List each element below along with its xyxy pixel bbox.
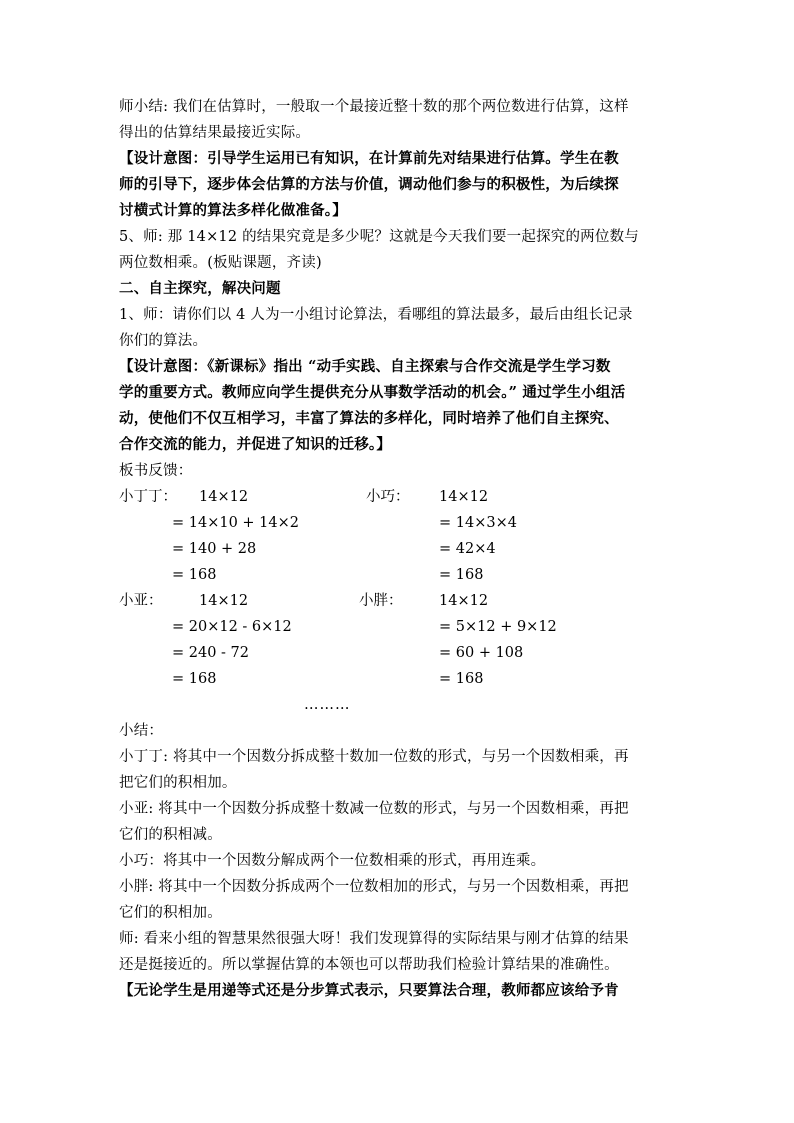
text-line: 学的重要方式。教师应向学生提供充分从事数学活动的机会。” 通过学生小组活 bbox=[119, 384, 626, 401]
calc-row bbox=[119, 510, 679, 536]
student-name: 小胖： bbox=[359, 593, 403, 609]
text-line: 它们的积相减。 bbox=[119, 827, 222, 843]
text-line: 你们的算法。 bbox=[119, 333, 208, 349]
board-calculations bbox=[119, 484, 679, 692]
text-line: 小胖: 将其中一个因数分拆成两个一位数相加的形式，与另一个因数相乘，再把 bbox=[119, 879, 629, 895]
text-line: 1、师：请你们以 4 人为一小组讨论算法，看哪组的算法最多，最后由组长记录 bbox=[119, 307, 633, 323]
text-line: 小结： bbox=[119, 723, 164, 739]
text-line: 小丁丁: 将其中一个因数分拆成整十数加一位数的形式，与另一个因数相乘，再 bbox=[119, 749, 629, 765]
calc-expression: = 168 bbox=[172, 567, 217, 583]
text-block-bottom bbox=[119, 718, 679, 1004]
calc-expression: 14×12 bbox=[199, 593, 249, 609]
calc-expression: = 60 + 108 bbox=[439, 645, 524, 661]
calc-row bbox=[119, 484, 679, 510]
text-line: 【设计意图：《新课标》指出 “动手实践、自主探索与合作交流是学生学习数 bbox=[119, 358, 611, 375]
text-line: 动，使他们不仅互相学习，丰富了算法的多样化，同时培养了他们自主探究、 bbox=[119, 410, 619, 427]
text-line: 把它们的积相加。 bbox=[119, 775, 237, 791]
calc-expression: = 42×4 bbox=[439, 541, 496, 557]
student-name: 小巧： bbox=[366, 489, 410, 505]
calc-row bbox=[119, 640, 679, 666]
calc-expression: 14×12 bbox=[439, 489, 489, 505]
text-line: 5、师: 那 14×12 的结果究竟是多少呢？这就是今天我们要一起探究的两位数与 bbox=[119, 229, 639, 245]
calc-expression: = 168 bbox=[439, 567, 484, 583]
calc-row bbox=[119, 614, 679, 640]
text-line: 师的引导下，逐步体会估算的方法与价值，调动他们参与的积极性，为后续探 bbox=[119, 176, 619, 193]
calc-expression: = 20×12 - 6×12 bbox=[172, 619, 292, 635]
text-line: 小亚: 将其中一个因数分拆成整十数减一位数的形式，与另一个因数相乘，再把 bbox=[119, 801, 629, 817]
text-line: 讨横式计算的算法多样化做准备。】 bbox=[119, 202, 347, 219]
text-line: 得出的估算结果最接近实际。 bbox=[119, 125, 311, 141]
student-name: 小亚： bbox=[119, 593, 163, 609]
calc-row bbox=[119, 562, 679, 588]
text-line: 【设计意图：引导学生运用已有知识，在计算前先对结果进行估算。学生在教 bbox=[119, 150, 619, 167]
text-line: 还是挺接近的。所以掌握估算的本领也可以帮助我们检验计算结果的准确性。 bbox=[119, 957, 619, 973]
calc-expression: = 140 + 28 bbox=[172, 541, 257, 557]
calc-expression: = 5×12 + 9×12 bbox=[439, 619, 557, 635]
calc-row bbox=[119, 588, 679, 614]
text-line: 师: 看来小组的智慧果然很强大呀！我们发现算得的实际结果与刚才估算的结果 bbox=[119, 931, 629, 947]
calc-expression: = 168 bbox=[172, 671, 217, 687]
calc-expression: = 14×3×4 bbox=[439, 515, 517, 531]
calc-row bbox=[119, 536, 679, 562]
calc-expression: 14×12 bbox=[439, 593, 489, 609]
ellipsis: ……… bbox=[304, 697, 351, 713]
text-line: 二、自主探究，解决问题 bbox=[119, 280, 281, 297]
text-line: 师小结: 我们在估算时，一般取一个最接近整十数的那个两位数进行估算，这样 bbox=[119, 99, 629, 115]
text-line: 它们的积相加。 bbox=[119, 905, 222, 921]
calc-expression: = 168 bbox=[439, 671, 484, 687]
calc-expression: 14×12 bbox=[199, 489, 249, 505]
calc-expression: = 14×10 + 14×2 bbox=[172, 515, 300, 531]
document-page bbox=[119, 94, 679, 1004]
text-line: 小巧：将其中一个因数分解成两个一位数相乘的形式，再用连乘。 bbox=[119, 853, 546, 869]
text-block-top bbox=[119, 94, 679, 484]
text-line: 两位数相乘。(板贴课题，齐读) bbox=[119, 255, 322, 271]
text-line: 板书反馈： bbox=[119, 463, 193, 479]
calc-row bbox=[119, 666, 679, 692]
text-line: 合作交流的能力，并促进了知识的迁移。】 bbox=[119, 436, 392, 453]
student-name: 小丁丁： bbox=[119, 489, 177, 505]
calc-expression: = 240 - 72 bbox=[172, 645, 250, 661]
text-line: 【无论学生是用递等式还是分步算式表示，只要算法合理，教师都应该给予肯 bbox=[119, 982, 619, 999]
